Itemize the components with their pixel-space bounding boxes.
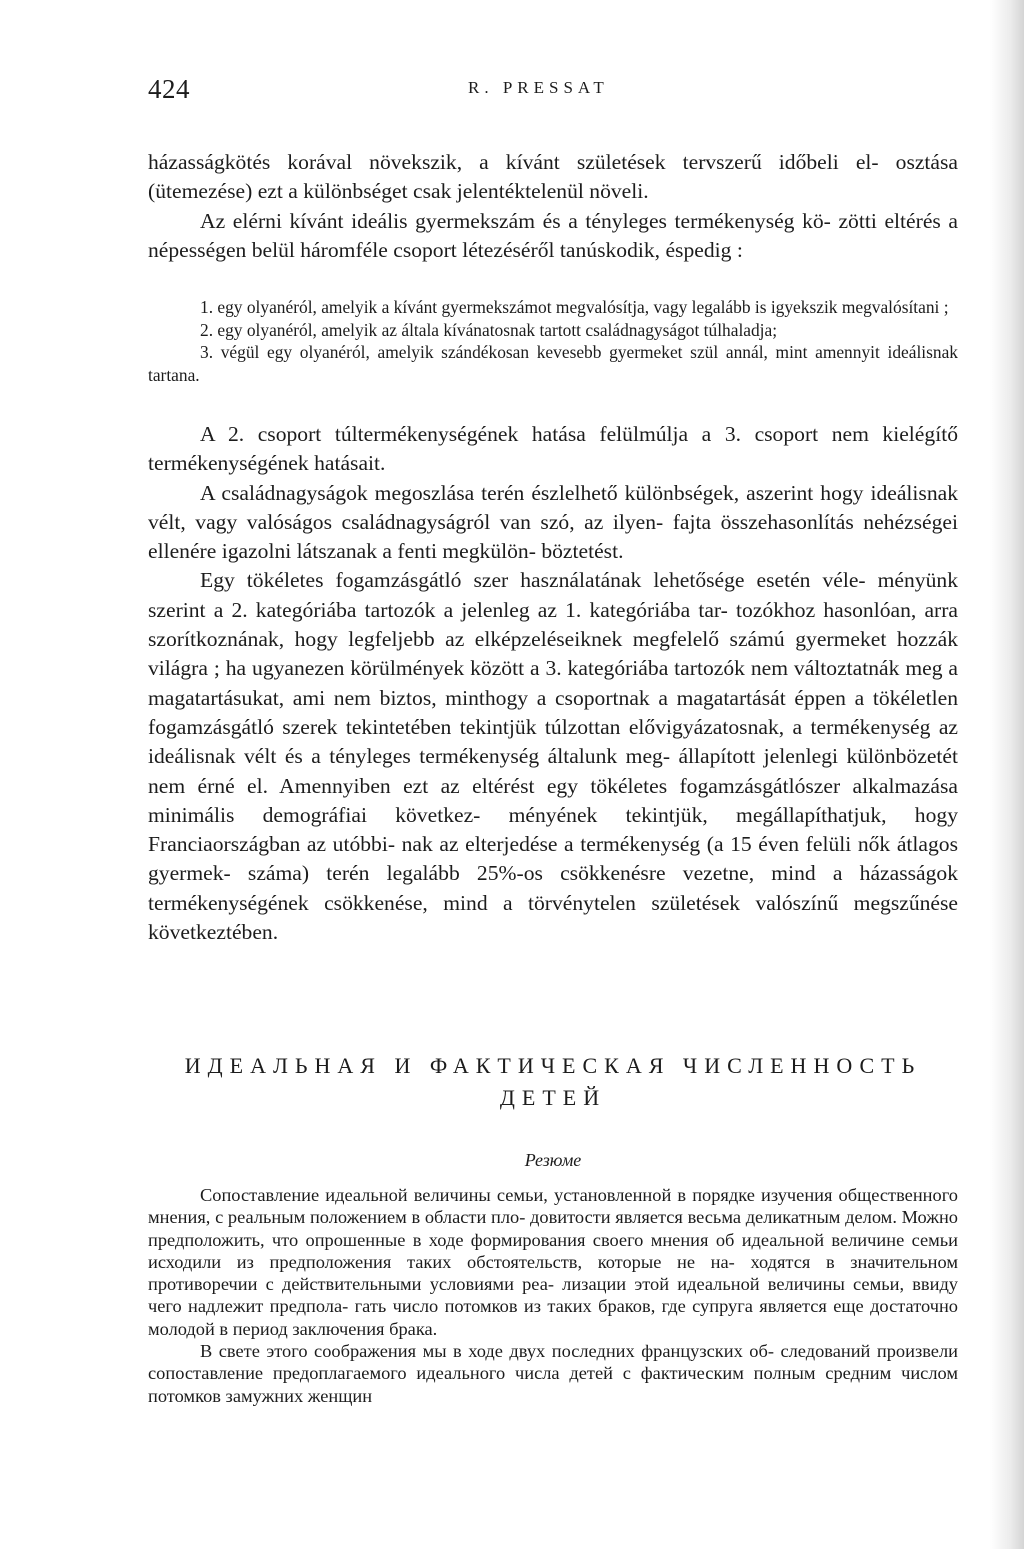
russian-summary-text	[148, 1184, 958, 1407]
page-number: 424	[148, 74, 190, 104]
paragraph-family-size: A családnagyságok megoszlása terén észlelhető különbségek, aszerint hogy ideálisnak vélt, vagy valóságos családnagyságról van szó, az ilyen- fajta összehasonlítás nehézségei ellenére igazolni látszanak a fenti megkülön- böztetést.	[148, 480, 958, 564]
russian-paragraph: В свете этого соображения мы в ходе двух последних французских об- следований произвели сопоставление предоплагаемого идеального числа детей с фактическим полным средним числом потомков замужних женщин	[148, 1341, 958, 1406]
russian-summary-subtitle: Резюме	[524, 1150, 582, 1170]
group-list	[148, 296, 958, 386]
paragraph-contraception: Egy tökéletes fogamzásgátló szer használatának lehetősége esetén véle- ményünk szerint a 2. kategóriába tartozók a jelenleg az 1. kategóriába tar- tozókhoz hasonlóan, arra szorítkoznának, hogy legfeljebb az elképzeléseiknek megfelelő számú gyermeket hozzák világra ; ha ugyanezen körülmények között a 3. kategóriába tartozók nem változtatnák meg a magatartásukat, ami nem biztos, minthogy a csoportnak a magatartását éppen a tökéletlen fogamzásgátló szerek tekintetében tekintjük túlzottan elővigyázatosnak, a termékenység az ideálisnak vélt és a tényleges termékenység általunk meg- állapított jelenlegi különbözetét nem érné el. Amennyiben ezt az eltérést egy tökéletes fogamzásgátlószer alkalmazása minimális demográfiai következ- ményének tekintjük, megállapíthatjuk, hogy Franciaországban az utóbbi- nak az elterjedése a termékenység (a 15 éven felüli nők átlagos gyermek- száma) terén legalább 25%-os csökkenésre vezetne, mind a házasságok termékenységének csökkenése, mind a törvénytelen születések valószínű megszűnése következtében.	[148, 568, 958, 945]
paragraph-continuation: házasságkötés korával növekszik, a kívánt születések tervszerű időbeli el- osztása (ütemezése) ezt a különbséget csak jelentéktelenül növeli.	[148, 150, 958, 204]
russian-summary-title: ИДЕАЛЬНАЯ И ФАКТИЧЕСКАЯ ЧИСЛЕННОСТЬ ДЕТЕЙ	[184, 1053, 922, 1110]
paragraph-group-effects: A 2. csoport túltermékenységének hatása felülmúlja a 3. csoport nem kielégítő termékenységének hatásait.	[148, 422, 958, 476]
intro-text	[148, 148, 958, 265]
main-text	[148, 420, 958, 947]
list-item: 3. végül egy olyanéról, amelyik szándékosan kevesebb gyermeket szül annál, mint amennyit ideálisnak tartana.	[148, 342, 958, 385]
list-item: 2. egy olyanéról, amelyik az általa kívánatosnak tartott családnagyságot túlhaladja;	[200, 319, 778, 340]
russian-paragraph: Сопоставление идеальной величины семьи, установленной в порядке изучения общественного мнения, с реальным положением в области пло- довитости является весьма деликатным делом. Можно предположить, что опрошенные в ходе формирования своего мнения об идеальной величине семьи исходили из предположения таких обстоятельств, которые не на- ходятся в значительном противоречии с действительными условиями реа- лизации этой идеальной величины семьи, ввиду чего надлежит предпола- гать число потомков из таких браков, где супруга является еще достаточно молодой в период заключения брака.	[148, 1185, 958, 1339]
page-edge-shadow	[990, 0, 1024, 1549]
page-header	[148, 74, 958, 108]
list-item: 1. egy olyanéról, amelyik a kívánt gyermekszámot megvalósítja, vagy legalább is igyekszik megvalósítani ;	[200, 297, 949, 317]
paragraph-groups-intro: Az elérni kívánt ideális gyermekszám és a tényleges termékenység kö- zötti eltérés a népességen belül háromféle csoport létezéséről tanúskodik, éspedig :	[148, 208, 958, 262]
running-head-author: R. PRESSAT	[468, 78, 609, 97]
